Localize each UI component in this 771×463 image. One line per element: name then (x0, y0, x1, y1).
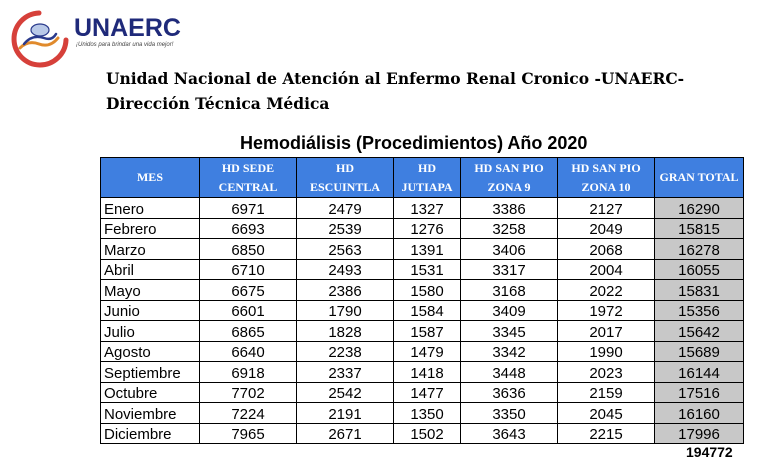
org-name-line: Unidad Nacional de Atención al Enfermo Renal Cronico -UNAERC- (106, 69, 685, 88)
month-cell: Febrero (101, 218, 200, 239)
gran-total-cell: 17996 (655, 423, 744, 444)
hd-sede-central-cell: 6601 (200, 300, 297, 321)
header-hd-jutiapa (394, 158, 461, 198)
hd-jutiapa-cell: 1580 (394, 280, 461, 301)
header-hd-san-pio-zona-10 (558, 158, 655, 198)
hd-jutiapa-cell: 1587 (394, 321, 461, 342)
hd-san-pio-zona-10-cell: 2049 (558, 218, 655, 239)
gran-total-cell: 16160 (655, 403, 744, 424)
grand-total-sum: 194772 (686, 444, 733, 460)
hd-escuintla-cell: 2493 (297, 259, 394, 280)
gran-total-cell: 16290 (655, 198, 744, 219)
gran-total-cell: 15689 (655, 341, 744, 362)
hd-san-pio-zona-9-cell: 3643 (461, 423, 558, 444)
table-row (101, 259, 744, 280)
header-hd-escuintla (297, 158, 394, 198)
hd-sede-central-cell: 7224 (200, 403, 297, 424)
gran-total-cell: 16144 (655, 362, 744, 383)
hd-sede-central-cell: 6918 (200, 362, 297, 383)
hd-escuintla-cell: 1828 (297, 321, 394, 342)
hd-sede-central-cell: 6850 (200, 239, 297, 260)
hd-san-pio-zona-10-cell: 2045 (558, 403, 655, 424)
table-title: Hemodiálisis (Procedimientos) Año 2020 (240, 133, 588, 153)
hd-san-pio-zona-9-cell: 3386 (461, 198, 558, 219)
hd-jutiapa-cell: 1502 (394, 423, 461, 444)
hd-escuintla-cell: 2191 (297, 403, 394, 424)
kidney-hands-logo-icon (6, 8, 72, 68)
hd-sede-central-cell: 7965 (200, 423, 297, 444)
hd-san-pio-zona-10-cell: 2004 (558, 259, 655, 280)
hd-san-pio-zona-10-cell: 2022 (558, 280, 655, 301)
table-row (101, 280, 744, 301)
hd-sede-central-cell: 6693 (200, 218, 297, 239)
department-line: Dirección Técnica Médica (106, 94, 330, 113)
hd-sede-central-cell: 7702 (200, 382, 297, 403)
table-header-row (101, 158, 744, 198)
hd-san-pio-zona-9-cell: 3258 (461, 218, 558, 239)
hd-san-pio-zona-9-cell: 3406 (461, 239, 558, 260)
hd-jutiapa-cell: 1584 (394, 300, 461, 321)
hd-san-pio-zona-9-cell: 3168 (461, 280, 558, 301)
month-cell: Agosto (101, 341, 200, 362)
month-cell: Mayo (101, 280, 200, 301)
header-line: ZONA 10 (581, 179, 631, 194)
header-line: MES (136, 170, 163, 184)
month-cell: Marzo (101, 239, 200, 260)
hd-san-pio-zona-10-cell: 2127 (558, 198, 655, 219)
hd-jutiapa-cell: 1477 (394, 382, 461, 403)
gran-total-cell: 15356 (655, 300, 744, 321)
header-line: HD (418, 160, 436, 175)
header-line: CENTRAL (218, 179, 278, 194)
header-line: HD SAN PIO (474, 160, 544, 175)
hd-escuintla-cell: 2386 (297, 280, 394, 301)
header-mes (101, 158, 200, 198)
header-line: ESCUINTLA (309, 179, 381, 194)
gran-total-cell: 15642 (655, 321, 744, 342)
hd-sede-central-cell: 6675 (200, 280, 297, 301)
gran-total-cell: 15815 (655, 218, 744, 239)
hd-san-pio-zona-9-cell: 3342 (461, 341, 558, 362)
table-row (101, 423, 744, 444)
table-row (101, 321, 744, 342)
hd-san-pio-zona-9-cell: 3409 (461, 300, 558, 321)
hd-san-pio-zona-9-cell: 3345 (461, 321, 558, 342)
hd-escuintla-cell: 2539 (297, 218, 394, 239)
hd-escuintla-cell: 1790 (297, 300, 394, 321)
hemodialysis-table (100, 157, 744, 444)
month-cell: Noviembre (101, 403, 200, 424)
gran-total-cell: 16055 (655, 259, 744, 280)
gran-total-cell: 17516 (655, 382, 744, 403)
hd-sede-central-cell: 6865 (200, 321, 297, 342)
hd-san-pio-zona-10-cell: 2068 (558, 239, 655, 260)
hd-jutiapa-cell: 1391 (394, 239, 461, 260)
gran-total-cell: 16278 (655, 239, 744, 260)
logo-name: UNAERC (74, 14, 181, 42)
logo-tagline: ¡Unidos para brindar una vida mejor! (76, 42, 174, 48)
header-line: GRAN TOTAL (659, 170, 739, 184)
table-row (101, 218, 744, 239)
header-line: HD SEDE (221, 160, 275, 175)
month-cell: Julio (101, 321, 200, 342)
hd-sede-central-cell: 6640 (200, 341, 297, 362)
hd-escuintla-cell: 2479 (297, 198, 394, 219)
header-hd-sede-central (200, 158, 297, 198)
hd-jutiapa-cell: 1418 (394, 362, 461, 383)
hd-jutiapa-cell: 1276 (394, 218, 461, 239)
table-row (101, 239, 744, 260)
hd-escuintla-cell: 2542 (297, 382, 394, 403)
hd-escuintla-cell: 2238 (297, 341, 394, 362)
hd-escuintla-cell: 2337 (297, 362, 394, 383)
hd-san-pio-zona-9-cell: 3636 (461, 382, 558, 403)
hd-jutiapa-cell: 1531 (394, 259, 461, 280)
hd-sede-central-cell: 6971 (200, 198, 297, 219)
table-body (101, 198, 744, 444)
header-hd-san-pio-zona-9 (461, 158, 558, 198)
month-cell: Septiembre (101, 362, 200, 383)
hd-jutiapa-cell: 1350 (394, 403, 461, 424)
table-row (101, 300, 744, 321)
month-cell: Junio (101, 300, 200, 321)
hd-san-pio-zona-10-cell: 1972 (558, 300, 655, 321)
table-row (101, 341, 744, 362)
hd-san-pio-zona-10-cell: 1990 (558, 341, 655, 362)
month-cell: Enero (101, 198, 200, 219)
hd-escuintla-cell: 2671 (297, 423, 394, 444)
hd-san-pio-zona-9-cell: 3448 (461, 362, 558, 383)
month-cell: Diciembre (101, 423, 200, 444)
header-line: ZONA 9 (487, 179, 531, 194)
hd-san-pio-zona-10-cell: 2017 (558, 321, 655, 342)
header-gran-total (655, 158, 744, 198)
hd-san-pio-zona-10-cell: 2023 (558, 362, 655, 383)
table-row (101, 362, 744, 383)
month-cell: Abril (101, 259, 200, 280)
hd-sede-central-cell: 6710 (200, 259, 297, 280)
table-row (101, 403, 744, 424)
hd-san-pio-zona-10-cell: 2159 (558, 382, 655, 403)
table-row (101, 382, 744, 403)
month-cell: Octubre (101, 382, 200, 403)
hd-san-pio-zona-9-cell: 3350 (461, 403, 558, 424)
table-row (101, 198, 744, 219)
header-line: HD SAN PIO (571, 160, 641, 175)
header-line: HD (336, 160, 354, 175)
hd-jutiapa-cell: 1327 (394, 198, 461, 219)
hd-san-pio-zona-9-cell: 3317 (461, 259, 558, 280)
hd-san-pio-zona-10-cell: 2215 (558, 423, 655, 444)
header-line: JUTIAPA (401, 179, 453, 194)
hd-jutiapa-cell: 1479 (394, 341, 461, 362)
hd-escuintla-cell: 2563 (297, 239, 394, 260)
gran-total-cell: 15831 (655, 280, 744, 301)
